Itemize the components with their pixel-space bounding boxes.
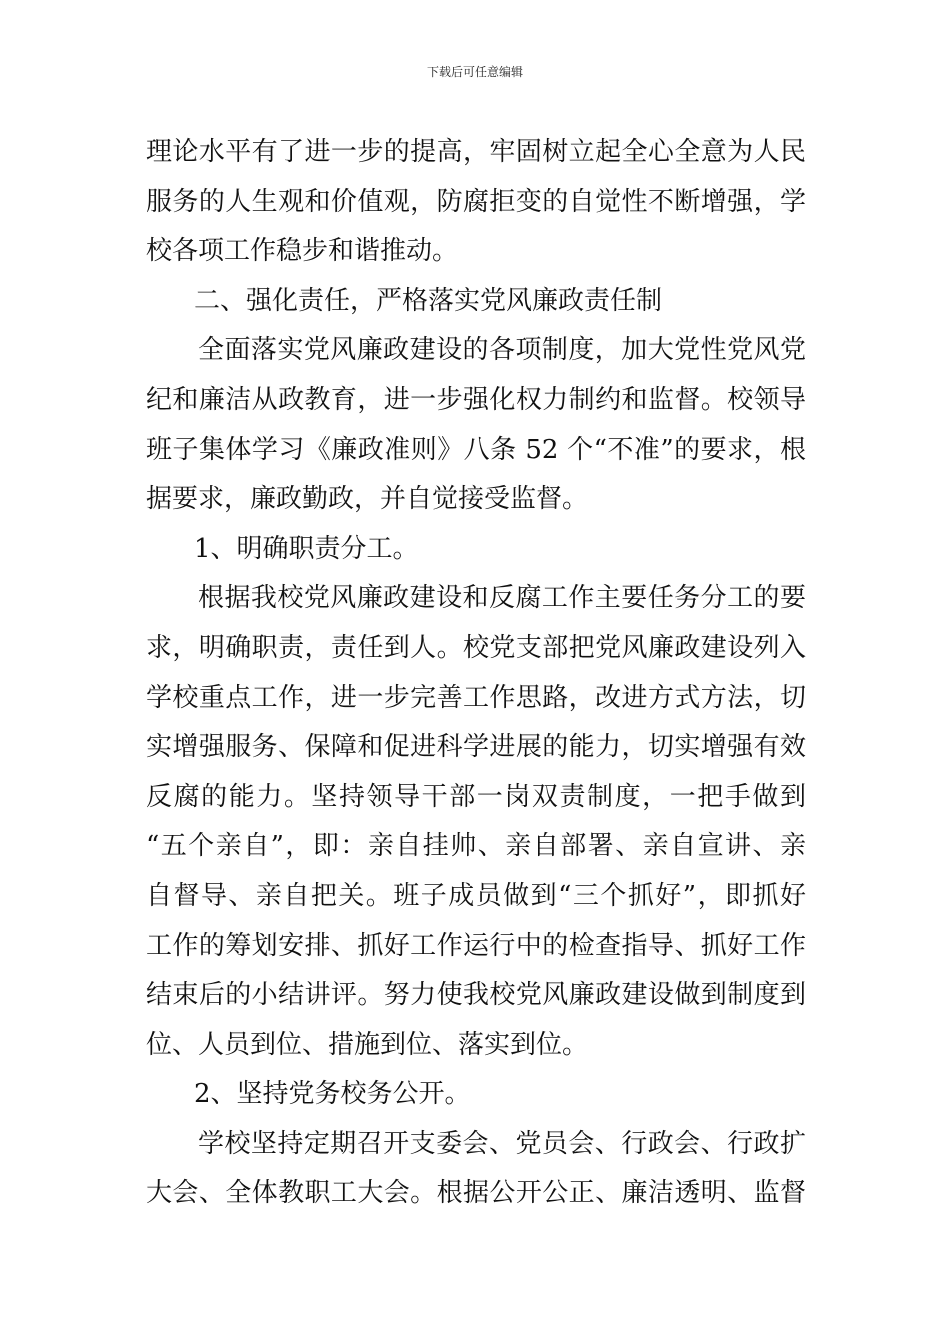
subsection-heading: 1、明确职责分工。: [194, 533, 419, 564]
text-line: 大会、全体教职工大会。根据公开公正、廉洁透明、监督: [146, 1178, 806, 1209]
text-line: 反腐的能力。坚持领导干部一岗双责制度，一把手做到: [146, 781, 806, 812]
text-line: 全面落实党风廉政建设的各项制度，加大党性党风党: [198, 335, 806, 366]
text-line: 学校重点工作，进一步完善工作思路，改进方式方法，切: [146, 682, 806, 713]
text-line: 校各项工作稳步和谐推动。: [146, 236, 459, 267]
text-line: 学校坚持定期召开支委会、党员会、行政会、行政扩: [198, 1128, 806, 1159]
text-line: 班子集体学习《廉政准则》八条 52 个“不准”的要求，根: [146, 434, 806, 465]
document-body: [146, 128, 806, 1219]
text-line: 自督导、亲自把关。班子成员做到“三个抓好”，即抓好: [146, 880, 806, 911]
text-line: 理论水平有了进一步的提高，牢固树立起全心全意为人民: [146, 137, 806, 167]
page-header: 下载后可任意编辑: [426, 65, 523, 79]
text-line: 求，明确职责，责任到人。校党支部把党风廉政建设列入: [146, 632, 806, 663]
text-line: 位、人员到位、措施到位、落实到位。: [146, 1029, 589, 1060]
text-line: 实增强服务、保障和促进科学进展的能力，切实增强有效: [146, 732, 806, 763]
text-line: “五个亲自”，即：亲自挂帅、亲自部署、亲自宣讲、亲: [146, 831, 806, 862]
text-line: 结束后的小结讲评。努力使我校党风廉政建设做到制度到: [146, 980, 806, 1011]
text-line: 服务的人生观和价值观，防腐拒变的自觉性不断增强，学: [146, 186, 806, 217]
section-heading: 二、强化责任，严格落实党风廉政责任制: [194, 285, 663, 316]
text-line: 纪和廉洁从政教育，进一步强化权力制约和监督。校领导: [146, 384, 806, 415]
text-line: 根据我校党风廉政建设和反腐工作主要任务分工的要: [198, 583, 806, 614]
text-line: 工作的筹划安排、抓好工作运行中的检查指导、抓好工作: [146, 930, 806, 961]
subsection-heading: 2、坚持党务校务公开。: [194, 1079, 471, 1110]
text-line: 据要求，廉政勤政，并自觉接受监督。: [146, 484, 589, 515]
